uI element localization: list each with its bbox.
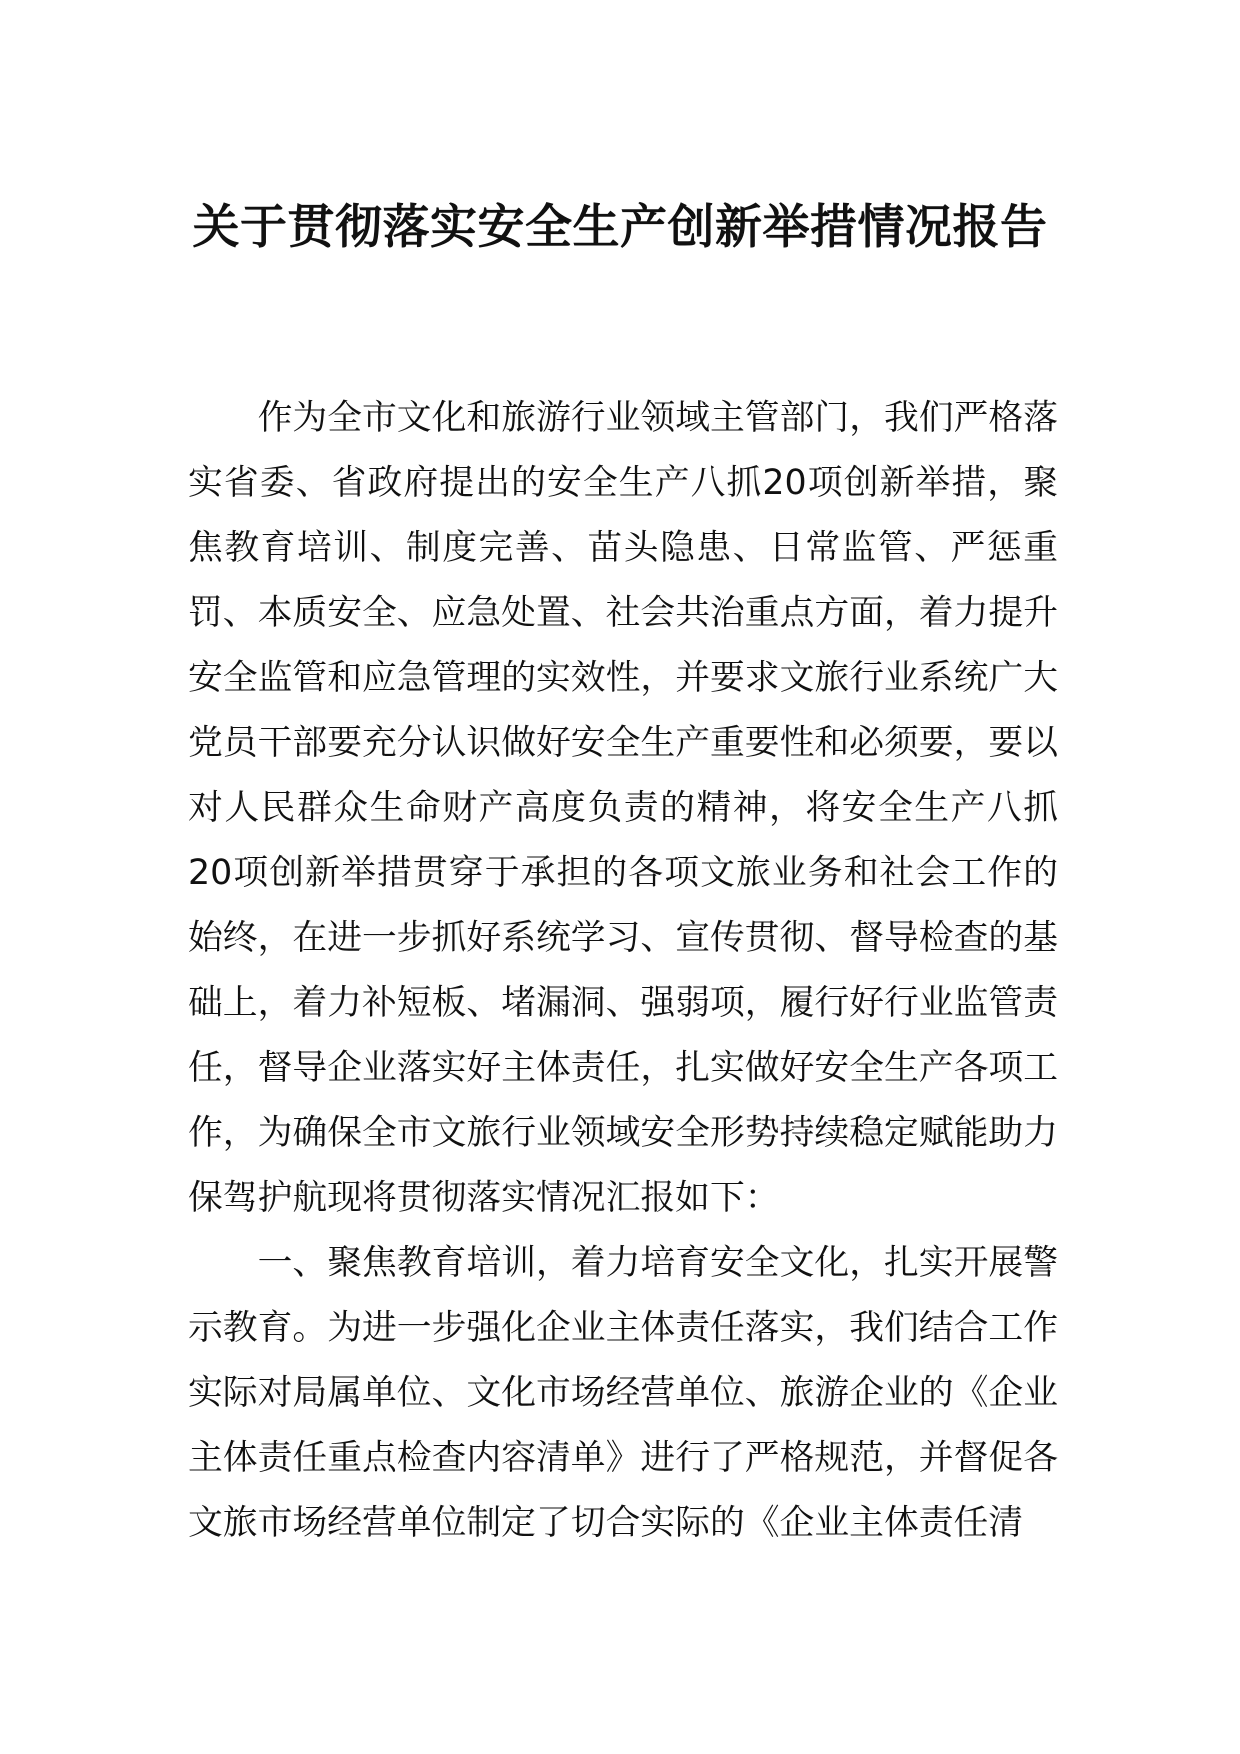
- paragraph-intro: 作为全市文化和旅游行业领域主管部门，我们严格落实省委、省政府提出的安全生产八抓20项创新举措，聚焦教育培训、制度完善、苗头隐患、日常监管、严惩重罚、本质安全、应急处置、社会共治重点方面，着力提升安全监管和应急管理的实效性，并要求文旅行业系统广大党员干部要充分认识做好安全生产重要性和必须要，要以对人民群众生命财产高度负责的精神，将安全生产八抓20项创新举措贯穿于承担的各项文旅业务和社会工作的始终，在进一步抓好系统学习、宣传贯彻、督导检查的基础上，着力补短板、堵漏洞、强弱项，履行好行业监管责任，督导企业落实好主体责任，扎实做好安全生产各项工作，为确保全市文旅行业领域安全形势持续稳定赋能助力保驾护航现将贯彻落实情况汇报如下：: [188, 398, 1058, 1218]
- paragraph-section-one: 一、聚焦教育培训，着力培育安全文化，扎实开展警示教育。为进一步强化企业主体责任落实，我们结合工作实际对局属单位、文化市场经营单位、旅游企业的《企业主体责任重点检查内容清单》进行了严格规范，并督促各文旅市场经营单位制定了切合实际的《企业主体责任清: [188, 1243, 1058, 1543]
- document-body: [188, 386, 1058, 1556]
- document-title: 关于贯彻落实安全生产创新举措情况报告: [192, 200, 1048, 255]
